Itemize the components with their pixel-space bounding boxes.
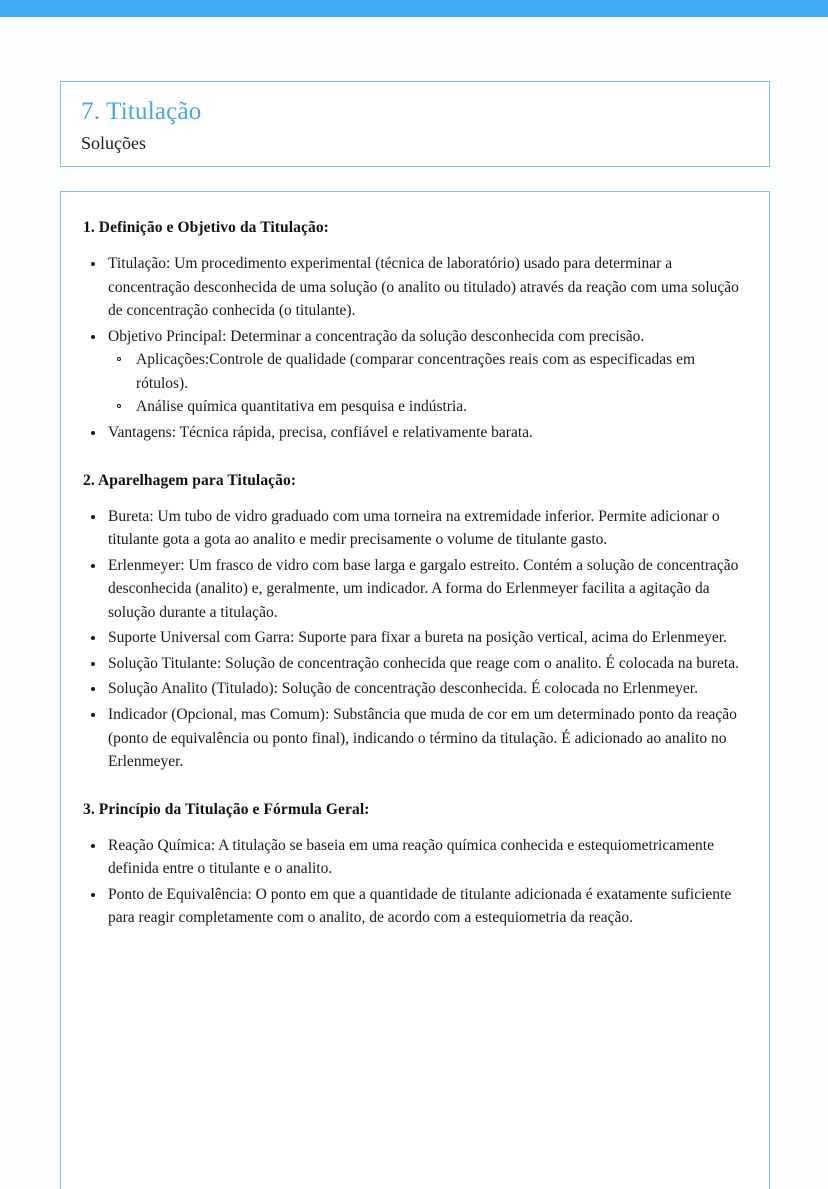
- bullet-list: [83, 505, 743, 774]
- list-item-text: Erlenmeyer: Um frasco de vidro com base larga e gargalo estreito. Contém a solução de concentração desconhecida (analito) e, geralmente, um indicador. A forma do Erlenmeyer facilita a agitação da solução durante a titulação.: [108, 556, 739, 621]
- document-page: [0, 17, 828, 1171]
- sub-list-item: Análise química quantitativa em pesquisa e indústria.: [108, 395, 743, 419]
- list-item: [83, 325, 743, 419]
- list-item-text: Suporte Universal com Garra: Suporte para fixar a bureta na posição vertical, acima do Erlenmeyer.: [108, 629, 727, 647]
- list-item-text: Indicador (Opcional, mas Comum): Substância que muda de cor em um determinado ponto da reação (ponto de equivalência ou ponto final), indicando o término da titulação. É adicionado ao analito no Erlenmeyer.: [108, 706, 737, 771]
- section-heading: 1. Definição e Objetivo da Titulação:: [83, 219, 329, 236]
- list-item-text: Objetivo Principal: Determinar a concentração da solução desconhecida com precisão.: [108, 327, 645, 345]
- section: [83, 800, 743, 930]
- list-item-text: Solução Titulante: Solução de concentração conhecida que reage com o analito. É colocada na bureta.: [108, 654, 739, 672]
- list-item: [83, 834, 743, 881]
- sub-list-item: Aplicações:Controle de qualidade (comparar concentrações reais com as especificadas em rótulos).: [108, 348, 743, 395]
- list-item-text: Vantagens: Técnica rápida, precisa, confiável e relativamente barata.: [108, 423, 533, 441]
- list-item: [83, 554, 743, 625]
- top-accent-band: [0, 0, 828, 17]
- list-item-text: Solução Analito (Titulado): Solução de concentração desconhecida. É colocada no Erlenmeyer.: [108, 680, 698, 698]
- section-heading: 3. Princípio da Titulação e Fórmula Geral:: [83, 800, 370, 818]
- list-item: [83, 505, 743, 552]
- list-item-text: Bureta: Um tubo de vidro graduado com uma torneira na extremidade inferior. Permite adicionar o titulante gota a gota ao analito e medir precisamente o volume de titulante gasto.: [108, 507, 720, 549]
- section: [83, 471, 743, 774]
- page-title: 7. Titulação: [81, 98, 202, 125]
- list-item: [83, 626, 743, 650]
- sections-container: [83, 218, 743, 930]
- bullet-list: [83, 252, 743, 444]
- list-item-text: Reação Química: A titulação se baseia em uma reação química conhecida e estequiometricamente definida entre o titulante e o analito.: [108, 836, 714, 878]
- list-item: [83, 421, 743, 445]
- list-item: [83, 652, 743, 676]
- page-subtitle: Soluções: [81, 132, 146, 153]
- document-content-card: [60, 191, 770, 1189]
- list-item-text: Ponto de Equivalência: O ponto em que a quantidade de titulante adicionada é exatamente suficiente para reagir completamente com o analito, de acordo com a estequiometria da reação.: [108, 885, 732, 927]
- list-item: [83, 677, 743, 701]
- section: [83, 218, 743, 445]
- list-item: [83, 252, 743, 323]
- document-header-card: [60, 81, 770, 167]
- list-item: [83, 703, 743, 774]
- list-item-text: Titulação: Um procedimento experimental (técnica de laboratório) usado para determinar a concentração desconhecida de uma solução (o analito ou titulado) através da reação com uma solução de concentração conhecida (o titulante).: [108, 255, 739, 320]
- section-heading: 2. Aparelhagem para Titulação:: [83, 471, 297, 489]
- bullet-list: [83, 834, 743, 930]
- list-item: [83, 883, 743, 930]
- sub-bullet-list: [108, 348, 743, 419]
